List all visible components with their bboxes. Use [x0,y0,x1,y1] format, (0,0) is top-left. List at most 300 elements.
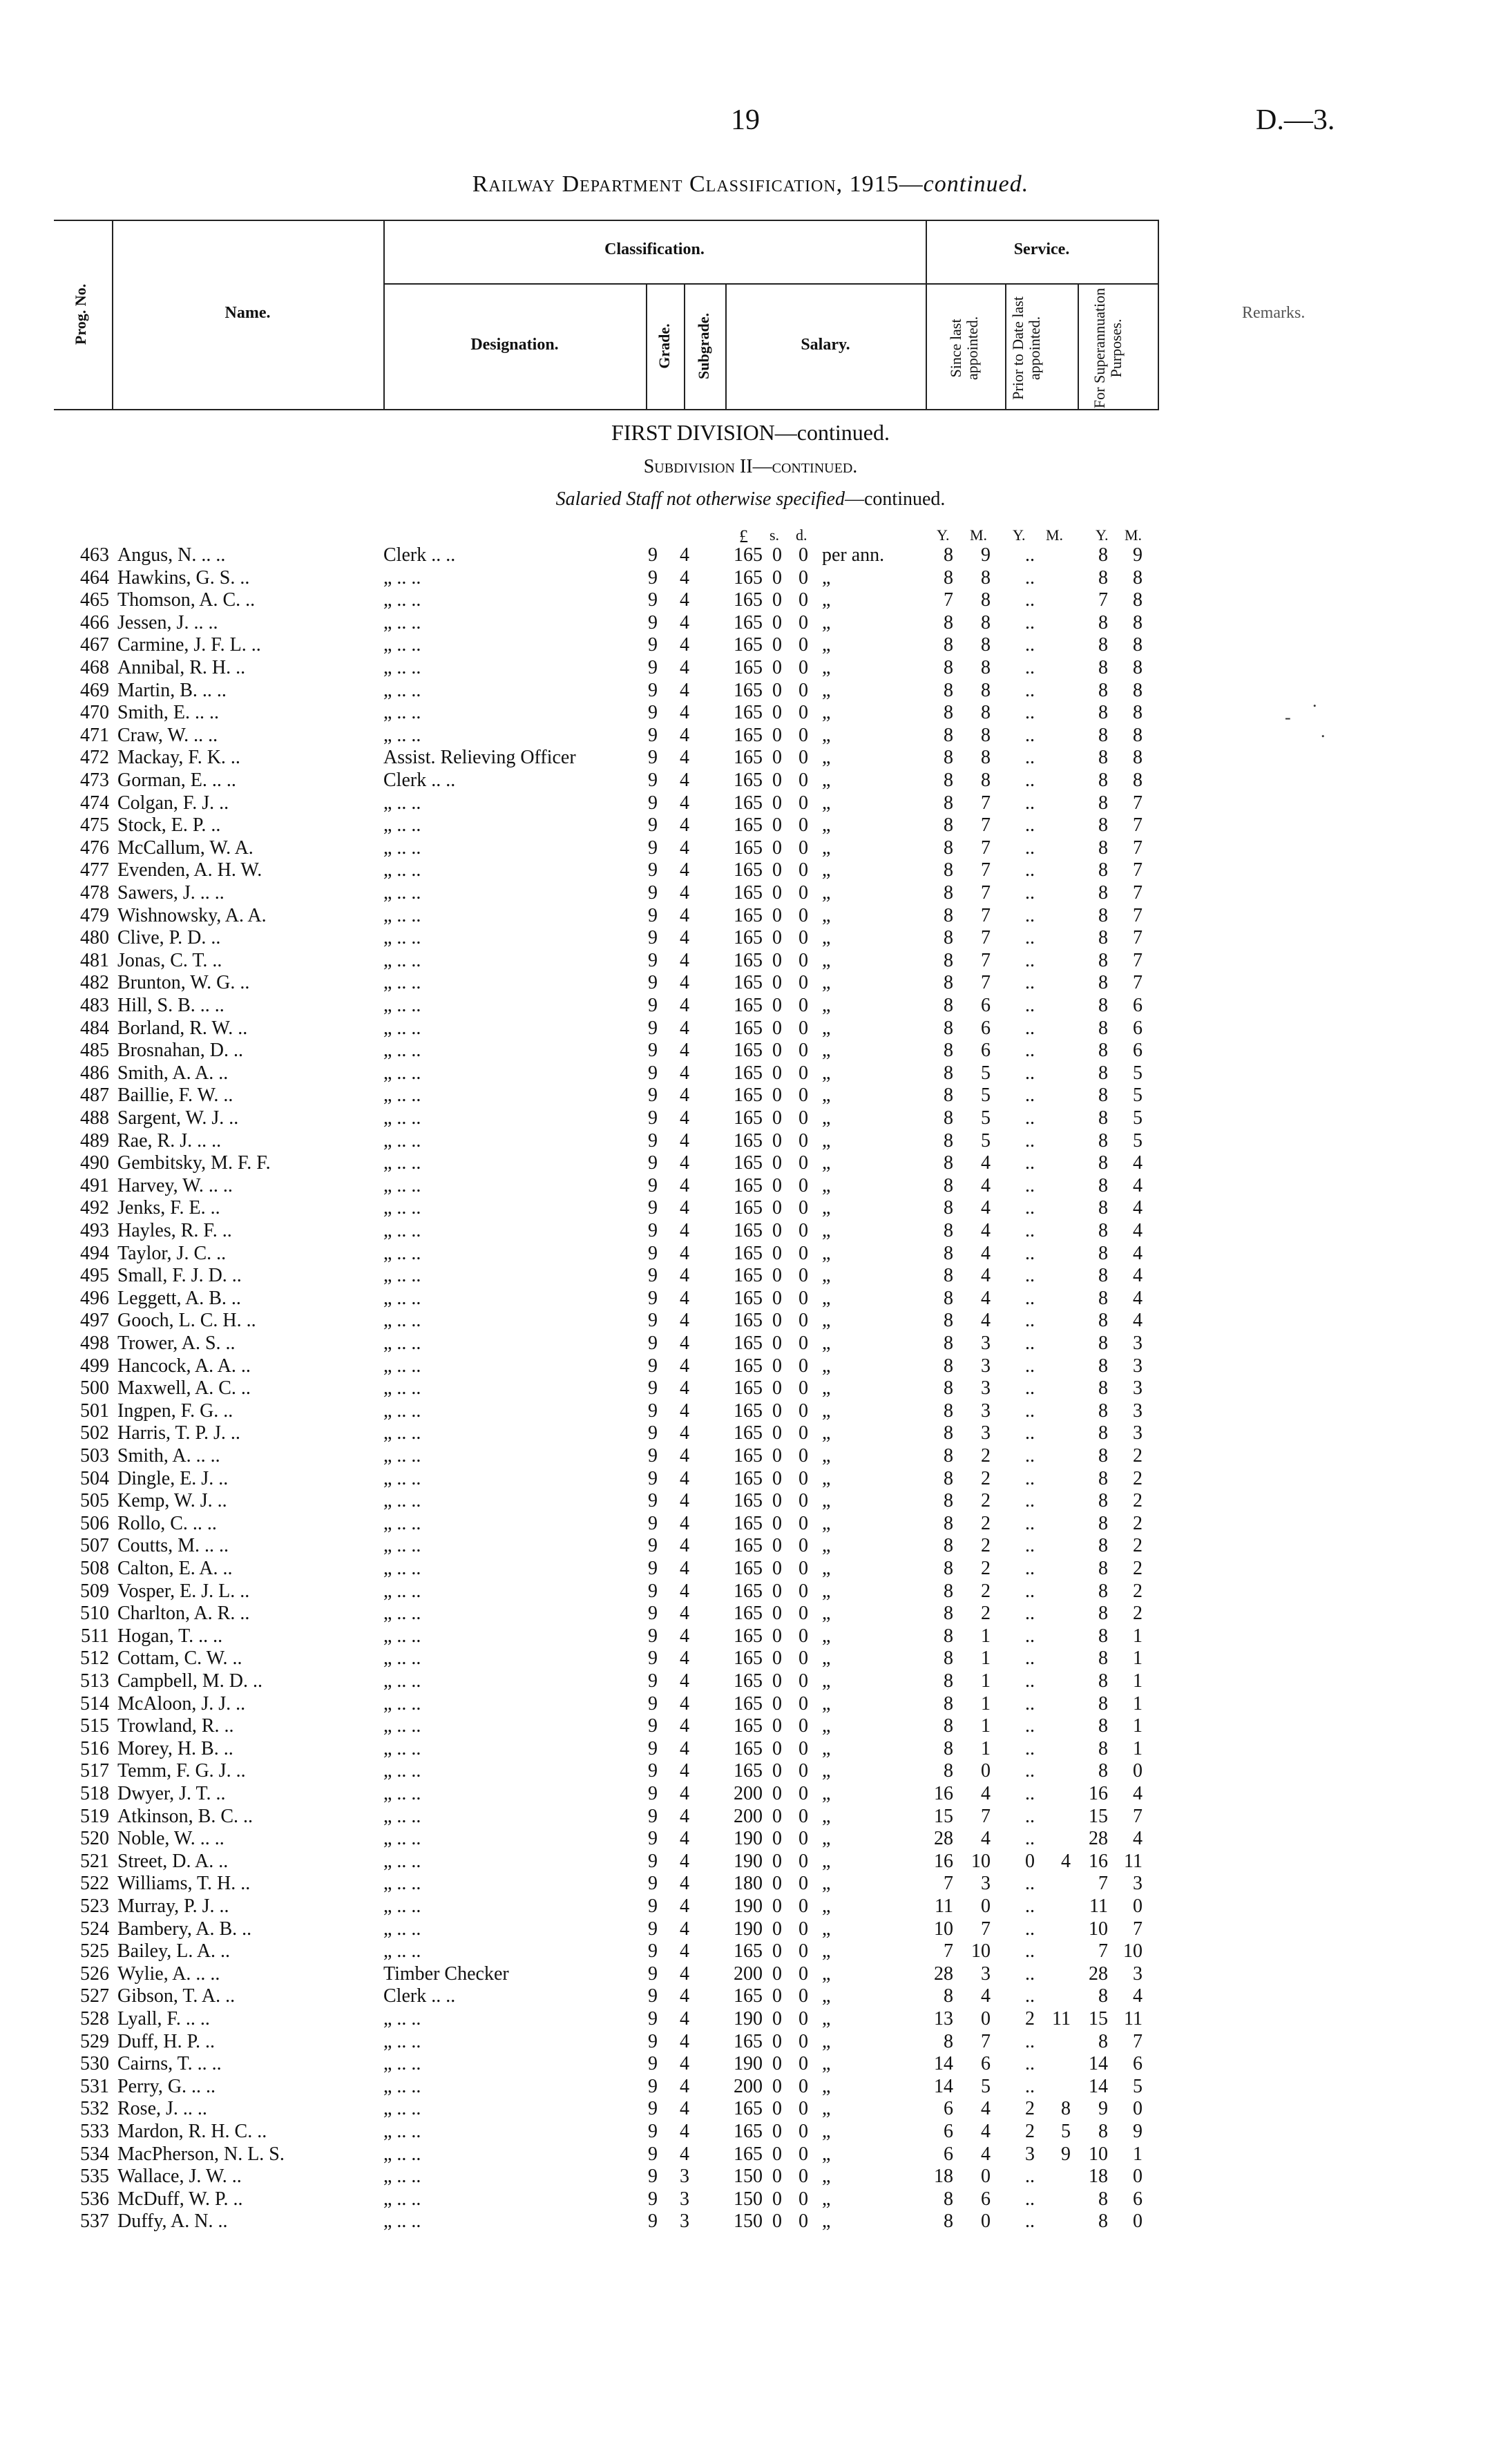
cell-subgrade: 4 [680,1333,689,1354]
unit-super-months: M. [1125,526,1143,544]
cell-salary-shillings: 0 [772,611,782,633]
cell-since-years: 8 [944,949,953,971]
cell-prog-no: 532 [80,2098,109,2120]
cell-salary-pence: 0 [799,1648,808,1670]
cell-salary-pence: 0 [799,814,808,837]
cell-prior-years: .. [1025,995,1035,1016]
cell-since-years: 8 [944,1467,953,1489]
cell-since-months: 3 [981,1333,991,1354]
table-row [0,680,1501,702]
cell-salary-shillings: 0 [772,2210,782,2233]
table-row [0,2188,1501,2210]
cell-name: Bambery, A. B. .. [117,1918,252,1940]
unit-pound: £ [739,526,748,546]
cell-super-years: 8 [1098,1040,1108,1062]
cell-salary-shillings: 0 [772,1242,782,1264]
cell-grade: 9 [648,1333,658,1354]
cell-subgrade: 3 [680,2210,689,2233]
cell-prior-years: 2 [1025,2098,1035,2120]
cell-prior-years: .. [1025,1962,1035,1985]
cell-prog-no: 517 [80,1760,109,1782]
cell-salary-pounds: 190 [734,2053,763,2075]
cell-name: Colgan, F. J. .. [117,792,229,814]
cell-prior-years: .. [1025,1828,1035,1850]
cell-salary-pounds: 200 [734,1962,763,1985]
cell-super-months: 1 [1133,1670,1143,1692]
cell-super-months: 0 [1133,1895,1143,1917]
cell-since-months: 8 [981,634,991,656]
cell-subgrade: 4 [680,2121,689,2142]
table-row [0,702,1501,724]
cell-salary-pence: 0 [799,724,808,746]
cell-name: Wylie, A. .. .. [117,1962,220,1985]
cell-name: Trowland, R. .. [117,1715,234,1737]
cell-salary-period: „ [822,927,831,949]
cell-name: Wallace, J. W. .. [117,2166,242,2188]
cell-salary-shillings: 0 [772,724,782,746]
cell-grade: 9 [648,1918,658,1940]
cell-since-years: 8 [944,2210,953,2233]
cell-name: McCallum, W. A. [117,837,254,859]
cell-super-months: 6 [1133,1017,1143,1039]
cell-subgrade: 4 [680,1310,689,1332]
cell-grade: 9 [648,927,658,949]
cell-since-months: 4 [981,1220,991,1241]
cell-salary-shillings: 0 [772,1445,782,1467]
table-row [0,1783,1501,1805]
cell-since-months: 4 [981,2098,991,2120]
cell-prog-no: 499 [80,1355,109,1377]
table-row [0,1085,1501,1107]
cell-super-months: 0 [1133,1760,1143,1782]
table-row [0,1265,1501,1287]
cell-prog-no: 494 [80,1242,109,1264]
cell-salary-pounds: 165 [734,1580,763,1602]
cell-prior-years: .. [1025,1129,1035,1152]
cell-salary-pence: 0 [799,1242,808,1264]
cell-subgrade: 4 [680,1918,689,1940]
cell-prior-months: 11 [1052,2008,1071,2030]
cell-prog-no: 534 [80,2143,109,2165]
cell-salary-shillings: 0 [772,1670,782,1692]
cell-salary-shillings: 0 [772,792,782,814]
cell-salary-period: „ [822,634,831,656]
cell-prog-no: 484 [80,1017,109,1039]
cell-prog-no: 489 [80,1129,109,1152]
cell-since-years: 8 [944,927,953,949]
cell-since-months: 7 [981,792,991,814]
cell-since-months: 4 [981,2121,991,2142]
cell-subgrade: 4 [680,1467,689,1489]
cell-salary-pence: 0 [799,792,808,814]
cell-designation: „ .. .. [383,566,421,589]
cell-super-months: 6 [1133,995,1143,1016]
cell-since-months: 9 [981,544,991,566]
cell-salary-pounds: 165 [734,702,763,724]
cell-salary-pounds: 190 [734,1850,763,1872]
cell-salary-pounds: 165 [734,972,763,994]
cell-super-months: 3 [1133,1355,1143,1377]
cell-designation: „ .. .. [383,1107,421,1129]
cell-salary-shillings: 0 [772,1625,782,1647]
cell-prior-years: .. [1025,770,1035,791]
cell-subgrade: 4 [680,1760,689,1782]
cell-super-months: 2 [1133,1580,1143,1602]
cell-super-years: 10 [1089,2143,1108,2165]
cell-subgrade: 4 [680,544,689,566]
cell-salary-pounds: 165 [734,724,763,746]
cell-grade: 9 [648,1670,658,1692]
cell-salary-shillings: 0 [772,770,782,791]
cell-prior-years: .. [1025,972,1035,994]
cell-name: Ingpen, F. G. .. [117,1400,233,1422]
cell-subgrade: 4 [680,1715,689,1737]
cell-prog-no: 508 [80,1558,109,1579]
cell-prog-no: 500 [80,1377,109,1400]
table-row [0,1558,1501,1580]
cell-salary-pounds: 165 [734,2121,763,2142]
cell-since-years: 8 [944,1085,953,1107]
cell-since-months: 7 [981,1918,991,1940]
cell-designation: „ .. .. [383,1692,421,1715]
cell-since-years: 8 [944,679,953,701]
unit-shillings: s. [769,526,780,544]
cell-salary-pence: 0 [799,702,808,724]
cell-super-years: 8 [1098,2030,1108,2052]
cell-salary-period: „ [822,1152,831,1174]
cell-salary-pence: 0 [799,1850,808,1872]
cell-super-years: 8 [1098,1670,1108,1692]
cell-designation: „ .. .. [383,1377,421,1400]
cell-salary-shillings: 0 [772,1310,782,1332]
cell-subgrade: 4 [680,972,689,994]
cell-since-years: 15 [934,1805,953,1827]
cell-since-months: 3 [981,1355,991,1377]
cell-salary-pounds: 165 [734,679,763,701]
cell-salary-period: „ [822,1603,831,1625]
cell-super-years: 8 [1098,1152,1108,1174]
cell-name: Small, F. J. D. .. [117,1265,242,1287]
cell-prior-years: .. [1025,1197,1035,1219]
table-row [0,1490,1501,1512]
cell-prior-years: .. [1025,1692,1035,1715]
cell-name: McDuff, W. P. .. [117,2188,243,2210]
table-row [0,905,1501,927]
cell-grade: 9 [648,544,658,566]
cell-salary-period: „ [822,1895,831,1917]
cell-salary-pounds: 165 [734,814,763,837]
cell-subgrade: 4 [680,792,689,814]
cell-designation: „ .. .. [383,1737,421,1759]
cell-designation: „ .. .. [383,1242,421,1264]
cell-since-years: 8 [944,1737,953,1759]
cell-since-months: 8 [981,611,991,633]
cell-name: Hill, S. B. .. .. [117,995,224,1016]
cell-name: Gembitsky, M. F. F. [117,1152,271,1174]
cell-since-years: 8 [944,2030,953,2052]
cell-grade: 9 [648,770,658,791]
cell-since-years: 8 [944,1017,953,1039]
cell-prior-years: .. [1025,2030,1035,2052]
cell-super-years: 8 [1098,1715,1108,1737]
cell-super-months: 4 [1133,1197,1143,1219]
cell-salary-pounds: 165 [734,1197,763,1219]
cell-designation: „ .. .. [383,1062,421,1084]
cell-salary-pounds: 165 [734,1040,763,1062]
cell-grade: 9 [648,566,658,589]
cell-salary-pence: 0 [799,1828,808,1850]
cell-designation: „ .. .. [383,2166,421,2188]
header-designation: Designation. [470,336,559,354]
cell-salary-shillings: 0 [772,2121,782,2142]
cell-name: Perry, G. .. .. [117,2075,216,2097]
table-row [0,1738,1501,1760]
cell-subgrade: 4 [680,1220,689,1241]
cell-salary-period: „ [822,1670,831,1692]
cell-super-years: 8 [1098,747,1108,769]
cell-grade: 9 [648,2030,658,2052]
cell-grade: 9 [648,1805,658,1827]
cell-salary-period: „ [822,1220,831,1241]
cell-grade: 9 [648,1850,658,1872]
table-row [0,1760,1501,1782]
cell-designation: Assist. Relieving Officer [383,747,576,769]
cell-since-years: 8 [944,1062,953,1084]
cell-prior-years: .. [1025,2188,1035,2210]
cell-designation: „ .. .. [383,1918,421,1940]
cell-super-years: 8 [1098,837,1108,859]
cell-salary-pence: 0 [799,1918,808,1940]
cell-subgrade: 4 [680,724,689,746]
cell-salary-pounds: 165 [734,904,763,926]
cell-designation: Clerk .. .. [383,770,456,791]
cell-name: Morey, H. B. .. [117,1737,233,1759]
cell-salary-pounds: 165 [734,927,763,949]
header-for-superannuation: For Superannuation Purposes. [1091,287,1125,409]
cell-salary-period: „ [822,1737,831,1759]
cell-grade: 9 [648,1265,658,1287]
cell-salary-pounds: 165 [734,1512,763,1534]
cell-since-months: 2 [981,1535,991,1557]
cell-since-years: 14 [934,2053,953,2075]
cell-designation: „ .. .. [383,882,421,904]
cell-since-months: 2 [981,1603,991,1625]
cell-subgrade: 4 [680,1962,689,1985]
cell-super-years: 8 [1098,634,1108,656]
cell-super-months: 3 [1133,1873,1143,1895]
cell-super-months: 7 [1133,814,1143,837]
table-row [0,1625,1501,1648]
cell-name: Angus, N. .. .. [117,544,226,566]
divider [1158,220,1159,410]
table-row [0,2166,1501,2188]
subdivision-heading: Subdivision II—continued. [643,456,858,477]
cell-prior-years: .. [1025,1310,1035,1332]
table-row [0,589,1501,611]
cell-prog-no: 488 [80,1107,109,1129]
cell-salary-pounds: 150 [734,2166,763,2188]
cell-salary-pence: 0 [799,1873,808,1895]
cell-prior-months: 8 [1061,2098,1071,2120]
cell-prog-no: 529 [80,2030,109,2052]
cell-grade: 9 [648,2121,658,2142]
cell-super-years: 10 [1089,1918,1108,1940]
cell-designation: „ .. .. [383,1490,421,1512]
cell-designation: „ .. .. [383,1310,421,1332]
cell-salary-pounds: 165 [734,995,763,1016]
cell-since-months: 8 [981,724,991,746]
cell-salary-shillings: 0 [772,657,782,678]
cell-since-years: 6 [944,2121,953,2142]
cell-subgrade: 4 [680,882,689,904]
cell-prog-no: 492 [80,1197,109,1219]
cell-super-months: 4 [1133,1783,1143,1804]
cell-since-months: 5 [981,1129,991,1152]
cell-super-years: 8 [1098,1625,1108,1647]
cell-prior-years: .. [1025,1873,1035,1895]
cell-prog-no: 520 [80,1828,109,1850]
cell-prior-years: .. [1025,904,1035,926]
divider [1078,283,1079,410]
cell-subgrade: 4 [680,1242,689,1264]
cell-super-months: 7 [1133,837,1143,859]
cell-salary-pence: 0 [799,1085,808,1107]
cell-grade: 9 [648,1197,658,1219]
cell-salary-pounds: 165 [734,1535,763,1557]
table-row [0,2121,1501,2143]
cell-grade: 9 [648,1962,658,1985]
cell-prior-years: .. [1025,1062,1035,1084]
cell-subgrade: 4 [680,702,689,724]
cell-salary-pence: 0 [799,1287,808,1309]
cell-grade: 9 [648,1490,658,1512]
table-row [0,1400,1501,1422]
cell-since-years: 8 [944,1692,953,1715]
cell-salary-pounds: 200 [734,2075,763,2097]
table-row [0,747,1501,769]
cell-designation: „ .. .. [383,1580,421,1602]
cell-since-months: 7 [981,972,991,994]
cell-since-months: 4 [981,2143,991,2165]
cell-grade: 9 [648,2188,658,2210]
cell-super-months: 1 [1133,1625,1143,1647]
cell-grade: 9 [648,2008,658,2030]
cell-salary-period: „ [822,1828,831,1850]
cell-name: Vosper, E. J. L. .. [117,1580,250,1602]
cell-grade: 9 [648,2098,658,2120]
cell-grade: 9 [648,2210,658,2233]
cell-since-years: 8 [944,657,953,678]
cell-designation: Timber Checker [383,1962,509,1985]
table-row [0,2076,1501,2098]
cell-salary-pence: 0 [799,1445,808,1467]
cell-super-years: 8 [1098,927,1108,949]
cell-grade: 9 [648,882,658,904]
cell-designation: „ .. .. [383,1828,421,1850]
cell-name: Harvey, W. .. .. [117,1174,233,1196]
cell-name: Rae, R. J. .. .. [117,1129,222,1152]
cell-salary-period: „ [822,2008,831,2030]
cell-prior-years: .. [1025,1287,1035,1309]
cell-name: Jenks, F. E. .. [117,1197,220,1219]
cell-since-years: 6 [944,2098,953,2120]
cell-designation: „ .. .. [383,2143,421,2165]
cell-prog-no: 501 [80,1400,109,1422]
cell-prog-no: 481 [80,949,109,971]
cell-salary-period: „ [822,1648,831,1670]
cell-since-months: 4 [981,1985,991,2007]
cell-since-months: 1 [981,1692,991,1715]
table-row [0,837,1501,859]
cell-since-months: 7 [981,882,991,904]
cell-grade: 9 [648,1174,658,1196]
cell-since-years: 8 [944,1174,953,1196]
cell-super-years: 8 [1098,904,1108,926]
cell-grade: 9 [648,1715,658,1737]
cell-grade: 9 [648,995,658,1016]
cell-subgrade: 4 [680,1197,689,1219]
cell-since-years: 8 [944,1625,953,1647]
cell-super-months: 7 [1133,949,1143,971]
staff-heading [0,488,1501,510]
cell-since-months: 7 [981,2030,991,2052]
cell-since-years: 8 [944,1490,953,1512]
cell-super-months: 7 [1133,882,1143,904]
cell-prior-years: 2 [1025,2121,1035,2142]
cell-name: Hogan, T. .. .. [117,1625,223,1647]
cell-salary-shillings: 0 [772,1333,782,1354]
cell-super-years: 8 [1098,1333,1108,1354]
cell-super-months: 8 [1133,589,1143,611]
cell-prior-years: .. [1025,1558,1035,1579]
cell-subgrade: 4 [680,1535,689,1557]
cell-name: Temm, F. G. J. .. [117,1760,246,1782]
cell-super-years: 14 [1089,2075,1108,2097]
cell-super-months: 1 [1133,2143,1143,2165]
cell-prog-no: 506 [80,1512,109,1534]
cell-salary-shillings: 0 [772,859,782,881]
cell-salary-shillings: 0 [772,1107,782,1129]
cell-salary-period: „ [822,1558,831,1579]
cell-salary-shillings: 0 [772,1918,782,1940]
cell-salary-shillings: 0 [772,2075,782,2097]
cell-super-years: 8 [1098,1422,1108,1444]
cell-subgrade: 4 [680,1828,689,1850]
cell-salary-pounds: 165 [734,1670,763,1692]
cell-designation: „ .. .. [383,1535,421,1557]
cell-subgrade: 4 [680,657,689,678]
cell-super-years: 8 [1098,1445,1108,1467]
cell-super-years: 8 [1098,1760,1108,1782]
cell-grade: 9 [648,1512,658,1534]
cell-designation: „ .. .. [383,792,421,814]
page-title [0,171,1501,198]
cell-salary-shillings: 0 [772,2053,782,2075]
cell-since-years: 8 [944,1535,953,1557]
cell-salary-pounds: 190 [734,2008,763,2030]
cell-super-months: 2 [1133,1603,1143,1625]
table-row [0,1648,1501,1670]
cell-salary-shillings: 0 [772,1062,782,1084]
cell-name: Sargent, W. J. .. [117,1107,239,1129]
cell-since-months: 3 [981,1400,991,1422]
table-row [0,1985,1501,2007]
cell-grade: 9 [648,1129,658,1152]
cell-salary-period: „ [822,1040,831,1062]
cell-since-years: 8 [944,1400,953,1422]
cell-super-months: 1 [1133,1692,1143,1715]
cell-super-years: 8 [1098,1467,1108,1489]
